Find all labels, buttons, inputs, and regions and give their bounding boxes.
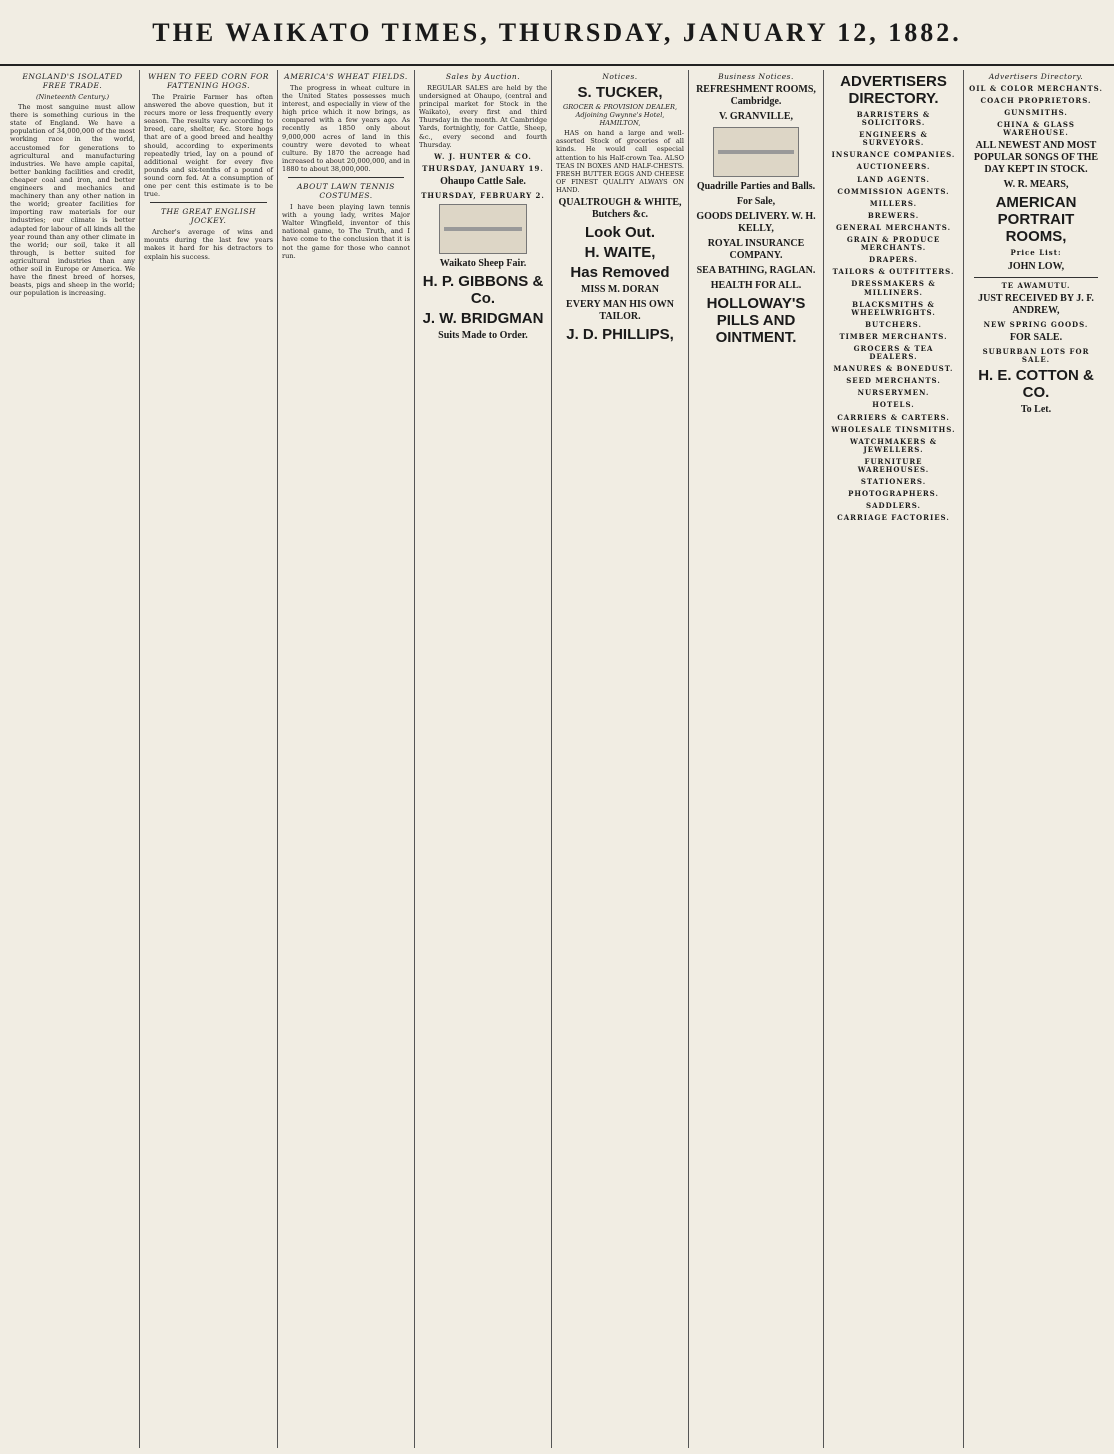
directory-category: WATCHMAKERS & JEWELLERS. [849, 436, 938, 454]
column-5 [552, 70, 689, 1448]
directory-category: PHOTOGRAPHERS. [848, 489, 939, 499]
column-7 [824, 70, 964, 1448]
ad-granville: V. GRANVILLE, [719, 111, 793, 122]
directory-category: OIL & COLOR MERCHANTS. [969, 84, 1103, 93]
section-heading: Business Notices. [718, 72, 794, 81]
ad-name: S. TUCKER, [577, 84, 663, 101]
ad-sale: For Sale, [736, 196, 776, 207]
directory-category: AUCTIONEERS. [856, 162, 931, 172]
article-body: The Prairie Farmer has often answered the above question, but it recurs more or less frequently every season. The results vary according to breed, care, shelter, &c. Store hogs that are of a good breed and healthy should, according to experiments repeatedly tried, lay on a pound of additional weight for every five pounds and six-tenths of a pound of sound corn fed. At a consumption of one per cent this estimate is to be true. [144, 93, 273, 199]
article-body: The progress in wheat culture in the United States possesses much interest, and especially in view of the high price which it now brings, as compared with a few years ago. As recently as 1850 only about 9,000,000 acres of land in this country were devoted to wheat culture. By 1870 the acreage had increased to about 20,000,000, and in 1880 to about 38,000,000. [282, 84, 410, 173]
ad-butchers: QUALTROUGH & WHITE, Butchers &c. [558, 197, 682, 221]
masthead [0, 0, 1114, 66]
ad-date: THURSDAY, JANUARY 19. [422, 163, 544, 173]
column-1 [6, 70, 140, 1448]
ad-insurance: ROYAL INSURANCE COMPANY. [707, 238, 805, 261]
directory-category: BREWERS. [867, 210, 920, 220]
ad-bathing: SEA BATHING, RAGLAN. [696, 265, 816, 276]
ad-body: REGULAR SALES are held by the undersigned at Ohaupo, (central and principal market for Stock in the Waikato), every first and third Thursday in the month. At Cambridge Yards, fortnightly, for Cattle, Sheep, &c., every second and fourth Thursday. [419, 84, 547, 149]
article-body: The most sanguine must allow there is something curious in the state of England. We have a population of 34,000,000 of the most working race in the world, accustomed for generations to agricultural and manufacturing industries. We have ample capital, better banking facilities and credit, cheaper coal and iron, and better engineers and mechanics and machinery than any other nation in the world; greater facilities for importing raw materials for our industries; our climate is better adapted for labour of all kinds all the year round than any other climate in the world; our soil, take it all through, is better suited for agricultural industries than any other soil in Europe or America. We have the finest breed of horses, beasts, pigs and sheep in the world; our population is increasing. [10, 103, 135, 298]
ad-firm: H. P. GIBBONS & Co. [422, 273, 544, 308]
directory-category: GRAIN & PRODUCE MERCHANTS. [846, 235, 941, 253]
column-6 [689, 70, 824, 1448]
ad-health: HEALTH FOR ALL. [710, 280, 802, 291]
column-3 [278, 70, 415, 1448]
column-8 [964, 70, 1108, 1448]
directory-category: STATIONERS. [860, 477, 927, 487]
directory-category: MANURES & BONEDUST. [833, 364, 954, 374]
ad-holloway: HOLLOWAY'S PILLS AND OINTMENT. [706, 295, 806, 346]
directory-category: SADDLERS. [866, 501, 921, 511]
directory-category: ENGINEERS & SURVEYORS. [859, 130, 928, 148]
article-heading-2: THE GREAT ENGLISH JOCKEY. [160, 207, 257, 226]
directory-category: SEED MERCHANTS. [846, 376, 941, 386]
directory-category: TIMBER MERCHANTS. [839, 331, 948, 341]
ad-title: Ohaupo Cattle Sale. [440, 175, 526, 187]
directory-category: LAND AGENTS. [857, 174, 930, 184]
directory-heading: Advertisers Directory. [988, 72, 1084, 81]
directory-category: COMMISSION AGENTS. [837, 186, 950, 196]
ad-goods: NEW SPRING GOODS. [983, 319, 1089, 329]
ad-mears: W. R. MEARS, [1003, 179, 1069, 191]
directory-category: FURNITURE WAREHOUSES. [857, 456, 930, 474]
directory-category: MILLERS. [869, 198, 918, 208]
ad-body: HAS on hand a large and well-assorted Stock of groceries of all kinds. He would call especial attention to his Half-crown Tea. ALSO TEAS IN BOXES AND HALF-CHESTS. FRESH BUTTER EGGS AND CHEESE OF FINEST QUALITY ALWAYS ON HAND. [556, 129, 684, 194]
directory-category: CARRIERS & CARTERS. [837, 412, 950, 422]
ad-lookout: Look Out. [585, 224, 655, 242]
ad-suits: Suits Made to Order. [438, 330, 528, 342]
masthead-title: THE WAIKATO TIMES, THURSDAY, JANUARY 12, 1882. [152, 18, 962, 47]
ad-phillips: J. D. PHILLIPS, [566, 326, 674, 344]
directory-category: INSURANCE COMPANIES. [831, 150, 956, 160]
ad-tolet: To Let. [1020, 403, 1052, 415]
ad-songs: ALL NEWEST AND MOST POPULAR SONGS OF THE DAY KEPT IN STOCK. [973, 140, 1099, 176]
directory-category: COACH PROPRIETORS. [980, 96, 1092, 106]
directory-category: GROCERS & TEA DEALERS. [853, 343, 934, 362]
directory-category: BLACKSMITHS & WHEELWRIGHTS. [851, 299, 936, 317]
directory-category: NURSERYMEN. [857, 388, 930, 398]
directory-category: DRAPERS. [869, 255, 918, 265]
ad-waite: H. WAITE, [584, 244, 656, 262]
ad-rooms: REFRESHMENT ROOMS, Cambridge. [696, 84, 816, 107]
directory-category: WHOLESALE TINSMITHS. [831, 424, 956, 434]
ad-portrait: AMERICAN PORTRAIT ROOMS, [995, 194, 1077, 246]
ad-tailor: EVERY MAN HIS OWN TAILOR. [566, 299, 674, 323]
ad-title-2: Waikato Sheep Fair. [439, 258, 527, 270]
article-body-2: I have been playing lawn tennis with a young lady, writes Major Walter Wingfield, inventor of this national game, to The Truth, and I have come to the conclusion that it is not the game for those who cannot run. [282, 203, 410, 260]
article-source: (Nineteenth Century.) [35, 93, 110, 101]
directory-category: GENERAL MERCHANTS. [835, 222, 952, 232]
bull-illustration [713, 127, 799, 177]
column-2 [140, 70, 278, 1448]
article-heading: ENGLAND'S ISOLATED FREE TRADE. [22, 72, 123, 90]
ad-quadrille: Quadrille Parties and Balls. [696, 181, 816, 192]
article-body-2: Archer's average of wins and mounts during the last few years makes it hard for his detractors to explain his success. [144, 228, 273, 261]
ad-trade: GROCER & PROVISION DEALER, Adjoining Gwynne's Hotel, HAMILTON, [562, 103, 678, 128]
ad-goods: GOODS DELIVERY. W. H. KELLY, [696, 211, 816, 234]
directory-heading: ADVERTISERS DIRECTORY. [840, 73, 947, 107]
divider [974, 277, 1098, 278]
sheep-illustration [439, 204, 527, 254]
directory-category: TAILORS & OUTFITTERS. [832, 267, 955, 277]
directory-category: CHINA & GLASS WAREHOUSE. [997, 120, 1075, 138]
ad-sale: FOR SALE. [1009, 331, 1063, 343]
columns [6, 70, 1108, 1448]
directory-list [828, 111, 959, 522]
ad-doran: MISS M. DORAN [580, 284, 660, 296]
article-heading-2: ABOUT LAWN TENNIS COSTUMES. [297, 182, 395, 201]
directory-category: BUTCHERS. [865, 319, 922, 329]
directory-category: CARRIAGE FACTORIES. [837, 513, 950, 523]
ad-cotton: H. E. COTTON & CO. [978, 366, 1094, 401]
divider [150, 202, 267, 203]
divider [288, 177, 404, 178]
article-heading: AMERICA'S WHEAT FIELDS. [284, 72, 408, 81]
column-4 [415, 70, 552, 1448]
ad-awamutu: TE AWAMUTU. [1001, 280, 1071, 290]
ad-price: Price List: [1010, 248, 1062, 258]
directory-category: BARRISTERS & SOLICITORS. [856, 110, 931, 128]
ad-removed: Has Removed [570, 264, 670, 282]
ad-andrew: JUST RECEIVED BY J. F. ANDREW, [978, 292, 1094, 316]
section-heading: Notices. [602, 72, 638, 81]
ad-suburban: SUBURBAN LOTS FOR SALE. [982, 346, 1090, 364]
directory-category: HOTELS. [872, 400, 915, 410]
ad-agent: W. J. HUNTER & CO. [434, 151, 532, 161]
ad-firm-2: J. W. BRIDGMAN [422, 310, 544, 328]
section-heading: Sales by Auction. [445, 72, 521, 81]
article-heading: WHEN TO FEED CORN FOR FATTENING HOGS. [148, 72, 269, 90]
directory-category: DRESSMAKERS & MILLINERS. [851, 279, 936, 297]
ad-low: JOHN LOW, [1007, 260, 1065, 272]
ad-date-2: THURSDAY, FEBRUARY 2. [421, 190, 545, 200]
directory-category: GUNSMITHS. [1004, 108, 1068, 118]
